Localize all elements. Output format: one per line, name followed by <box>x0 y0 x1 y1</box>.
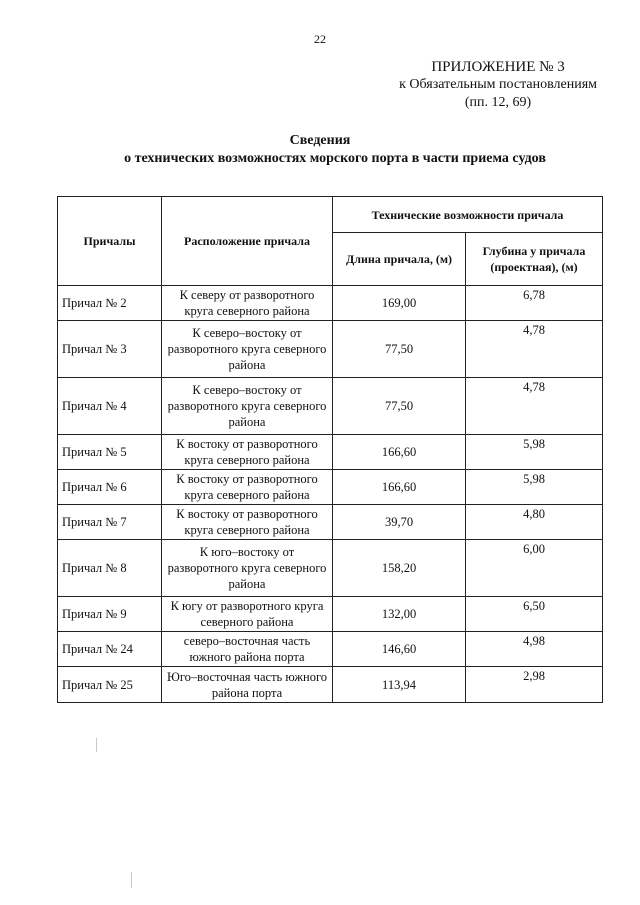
table-row <box>58 505 603 540</box>
table-row <box>58 667 603 703</box>
berth-depth-cell: 2,98 <box>466 667 603 703</box>
berth-depth-cell: 6,00 <box>466 540 603 597</box>
berth-depth-cell: 6,50 <box>466 597 603 632</box>
header-location: Расположение причала <box>162 197 333 286</box>
berth-depth-cell: 6,78 <box>466 286 603 321</box>
berth-location-cell: К северо–востоку от разворотного круга северного района <box>162 378 333 435</box>
berth-location-cell: К юго–востоку от разворотного круга северного района <box>162 540 333 597</box>
berth-depth-cell: 5,98 <box>466 470 603 505</box>
berth-location-cell: К югу от разворотного круга северного района <box>162 597 333 632</box>
appendix-line-2: (пп. 12, 69) <box>464 95 532 110</box>
table-row <box>58 321 603 378</box>
berth-name-cell: Причал № 6 <box>58 470 162 505</box>
berth-location-cell: К востоку от разворотного круга северного района <box>162 505 333 540</box>
table-row <box>58 632 603 667</box>
berth-name-cell: Причал № 5 <box>58 435 162 470</box>
berth-length-cell: 166,60 <box>333 470 466 505</box>
table-row <box>58 470 603 505</box>
berth-length-cell: 113,94 <box>333 667 466 703</box>
berth-depth-cell: 4,78 <box>466 321 603 378</box>
berths-table <box>57 196 603 703</box>
header-tech: Технические возможности причала <box>333 197 603 233</box>
berth-depth-cell: 5,98 <box>466 435 603 470</box>
berth-name-cell: Причал № 2 <box>58 286 162 321</box>
berth-location-cell: Юго–восточная часть южного района порта <box>162 667 333 703</box>
header-berths: Причалы <box>58 197 162 286</box>
berth-name-cell: Причал № 8 <box>58 540 162 597</box>
appendix-title: ПРИЛОЖЕНИЕ № 3 <box>431 59 565 75</box>
berth-depth-cell: 4,98 <box>466 632 603 667</box>
berth-length-cell: 166,60 <box>333 435 466 470</box>
berth-length-cell: 146,60 <box>333 632 466 667</box>
berth-name-cell: Причал № 4 <box>58 378 162 435</box>
heading-line-2: о технических возможностях морского порта в части приема судов <box>124 151 546 166</box>
page-number: 22 <box>314 32 326 46</box>
header-depth: Глубина у причала (проектная), (м) <box>466 233 603 286</box>
appendix-line-1: к Обязательным постановлениям <box>399 77 597 92</box>
berth-length-cell: 158,20 <box>333 540 466 597</box>
table-row <box>58 286 603 321</box>
berth-location-cell: К северу от разворотного круга северного района <box>162 286 333 321</box>
berth-depth-cell: 4,80 <box>466 505 603 540</box>
berth-name-cell: Причал № 9 <box>58 597 162 632</box>
table-row <box>58 435 603 470</box>
berth-length-cell: 169,00 <box>333 286 466 321</box>
table-row <box>58 597 603 632</box>
berth-location-cell: К северо–востоку от разворотного круга северного района <box>162 321 333 378</box>
appendix-block <box>399 58 597 112</box>
berth-depth-cell: 4,78 <box>466 378 603 435</box>
berth-name-cell: Причал № 7 <box>58 505 162 540</box>
berth-length-cell: 77,50 <box>333 321 466 378</box>
berth-name-cell: Причал № 25 <box>58 667 162 703</box>
berth-name-cell: Причал № 24 <box>58 632 162 667</box>
scan-mark <box>131 872 132 888</box>
document-heading <box>0 132 640 168</box>
berth-location-cell: К востоку от разворотного круга северного района <box>162 435 333 470</box>
scan-mark <box>96 738 97 752</box>
berth-name-cell: Причал № 3 <box>58 321 162 378</box>
berth-length-cell: 77,50 <box>333 378 466 435</box>
berth-length-cell: 132,00 <box>333 597 466 632</box>
table-row <box>58 540 603 597</box>
heading-line-1: Сведения <box>289 133 351 148</box>
berth-location-cell: северо–восточная часть южного района порта <box>162 632 333 667</box>
table-row <box>58 378 603 435</box>
header-length: Длина причала, (м) <box>333 233 466 286</box>
berth-length-cell: 39,70 <box>333 505 466 540</box>
berth-location-cell: К востоку от разворотного круга северного района <box>162 470 333 505</box>
